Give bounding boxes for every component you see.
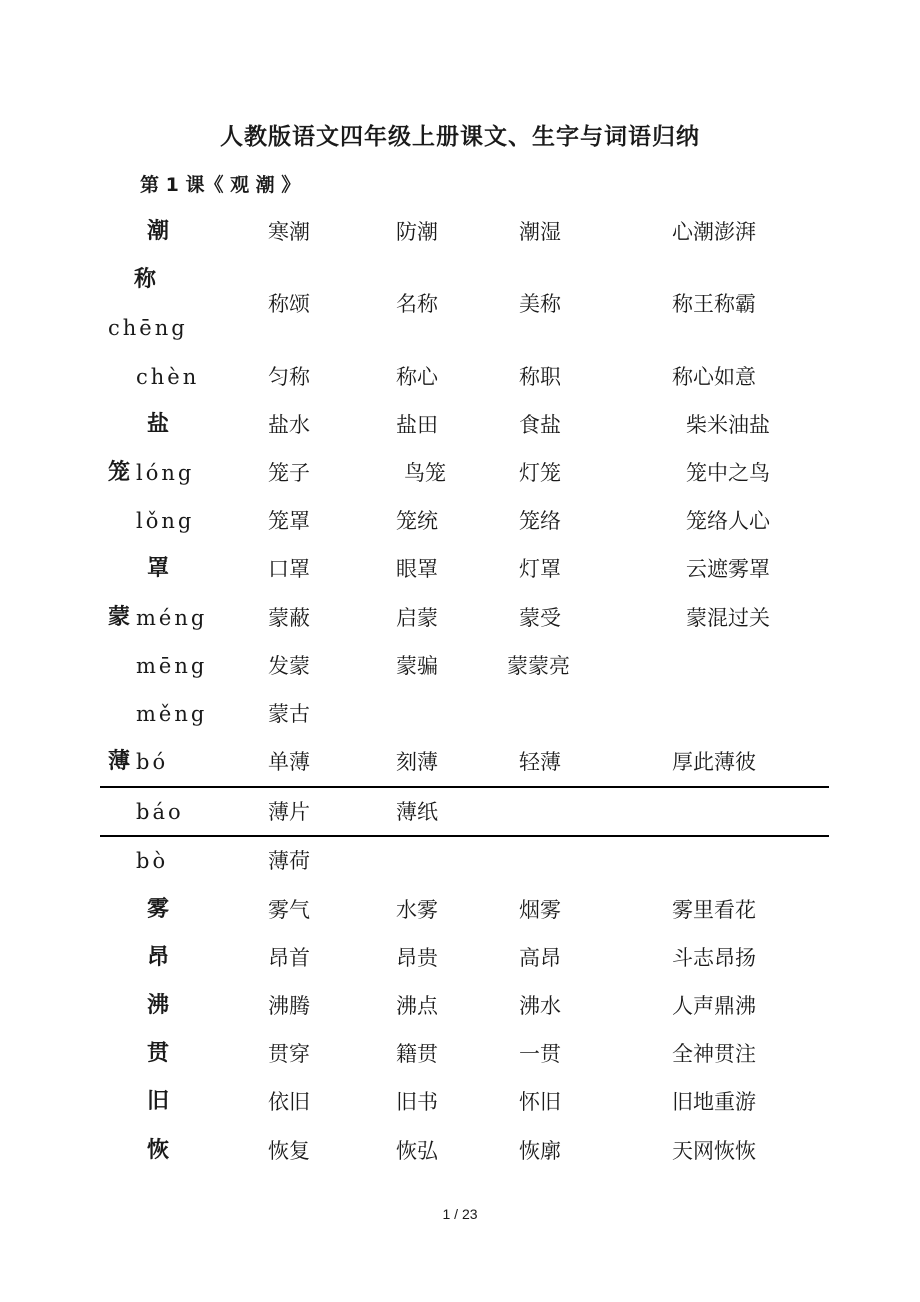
page-title: 人教版语文四年级上册课文、生字与词语归纳 [220, 124, 700, 150]
vocab-character: 昂 [147, 945, 170, 970]
vocab-word: 旧书 [396, 1090, 438, 1114]
lesson-heading: 第 1 课《 观 潮 》 [140, 174, 301, 196]
vocab-word: 笼中之鸟 [686, 461, 770, 485]
vocab-pinyin: méng [136, 606, 208, 630]
vocab-word: 薄片 [268, 800, 310, 824]
vocab-word: 沸腾 [268, 994, 310, 1018]
vocab-word: 称职 [519, 365, 561, 389]
vocab-word: 笼络 [519, 509, 561, 533]
vocab-word: 蒙蔽 [268, 606, 310, 630]
vocab-word: 称王称霸 [672, 292, 756, 316]
vocab-word: 名称 [396, 292, 438, 316]
vocab-character: 蒙 [108, 605, 131, 630]
vocab-word: 天网恢恢 [672, 1139, 756, 1163]
vocab-word: 斗志昂扬 [672, 946, 756, 970]
vocab-pinyin: báo [136, 800, 184, 824]
vocab-word: 沸水 [519, 994, 561, 1018]
vocab-word: 旧地重游 [672, 1090, 756, 1114]
vocab-word: 恢廓 [519, 1139, 561, 1163]
vocab-pinyin: lóng [136, 461, 195, 485]
vocab-word: 籍贯 [396, 1042, 438, 1066]
vocab-word: 匀称 [268, 365, 310, 389]
vocab-character: 盐 [147, 412, 170, 437]
vocab-character: 雾 [147, 897, 170, 922]
vocab-word: 称心 [396, 365, 438, 389]
vocab-word: 烟雾 [519, 898, 561, 922]
vocab-word: 称颂 [268, 292, 310, 316]
table-rule-top [100, 786, 829, 788]
vocab-pinyin: chēng [108, 316, 188, 340]
vocab-word: 防潮 [396, 220, 438, 244]
vocab-word: 笼罩 [268, 509, 310, 533]
vocab-character: 贯 [147, 1041, 170, 1066]
vocab-word: 眼罩 [396, 557, 438, 581]
vocab-character: 旧 [147, 1089, 170, 1114]
vocab-word: 鸟笼 [404, 461, 446, 485]
vocab-word: 雾气 [268, 898, 310, 922]
vocab-word: 称心如意 [672, 365, 756, 389]
vocab-word: 笼子 [268, 461, 310, 485]
vocab-word: 蒙蒙亮 [507, 654, 570, 678]
vocab-word: 柴米油盐 [686, 413, 770, 437]
vocab-word: 依旧 [268, 1090, 310, 1114]
table-rule-bottom [100, 835, 829, 837]
vocab-word: 盐水 [268, 413, 310, 437]
vocab-character: 沸 [147, 993, 170, 1018]
vocab-word: 蒙混过关 [686, 606, 770, 630]
vocab-word: 口罩 [268, 557, 310, 581]
vocab-word: 单薄 [268, 750, 310, 774]
vocab-word: 盐田 [396, 413, 438, 437]
vocab-character: 笼 [108, 460, 131, 485]
vocab-word: 贯穿 [268, 1042, 310, 1066]
vocab-pinyin: mēng [136, 654, 208, 678]
vocab-word: 轻薄 [519, 750, 561, 774]
vocab-word: 恢复 [268, 1139, 310, 1163]
vocab-word: 灯笼 [519, 461, 561, 485]
vocab-word: 心潮澎湃 [672, 220, 756, 244]
vocab-character: 潮 [147, 219, 170, 244]
page-number: 1 / 23 [442, 1206, 478, 1222]
vocab-word: 云遮雾罩 [686, 557, 770, 581]
vocab-word: 灯罩 [519, 557, 561, 581]
vocab-word: 水雾 [396, 898, 438, 922]
vocab-word: 恢弘 [396, 1139, 438, 1163]
vocab-word: 潮湿 [519, 220, 561, 244]
vocab-word: 笼络人心 [686, 509, 770, 533]
vocab-pinyin: měng [136, 702, 208, 726]
vocab-word: 沸点 [396, 994, 438, 1018]
vocab-word: 蒙古 [268, 702, 310, 726]
vocab-word: 蒙骗 [396, 654, 438, 678]
vocab-word: 全神贯注 [672, 1042, 756, 1066]
vocab-word: 厚此薄彼 [672, 750, 756, 774]
vocab-character: 罩 [147, 556, 170, 581]
vocab-word: 启蒙 [396, 606, 438, 630]
vocab-pinyin: chèn [136, 365, 200, 389]
vocab-word: 一贯 [519, 1042, 561, 1066]
vocab-character: 称 [134, 267, 157, 292]
vocab-word: 雾里看花 [672, 898, 756, 922]
vocab-word: 蒙受 [519, 606, 561, 630]
vocab-word: 人声鼎沸 [672, 994, 756, 1018]
vocab-word: 怀旧 [519, 1090, 561, 1114]
vocab-pinyin: bò [136, 849, 169, 873]
vocab-word: 寒潮 [268, 220, 310, 244]
vocab-word: 昂贵 [396, 946, 438, 970]
vocab-word: 薄荷 [268, 849, 310, 873]
vocab-word: 刻薄 [396, 750, 438, 774]
vocab-word: 薄纸 [396, 800, 438, 824]
vocab-word: 食盐 [519, 413, 561, 437]
vocab-word: 高昂 [519, 946, 561, 970]
vocab-word: 美称 [519, 292, 561, 316]
vocab-word: 发蒙 [268, 654, 310, 678]
vocab-word: 笼统 [396, 509, 438, 533]
vocab-pinyin: lǒng [136, 509, 195, 533]
vocab-character: 恢 [147, 1138, 170, 1163]
vocab-character: 薄 [108, 749, 131, 774]
vocab-word: 昂首 [268, 946, 310, 970]
vocab-pinyin: bó [136, 750, 169, 774]
